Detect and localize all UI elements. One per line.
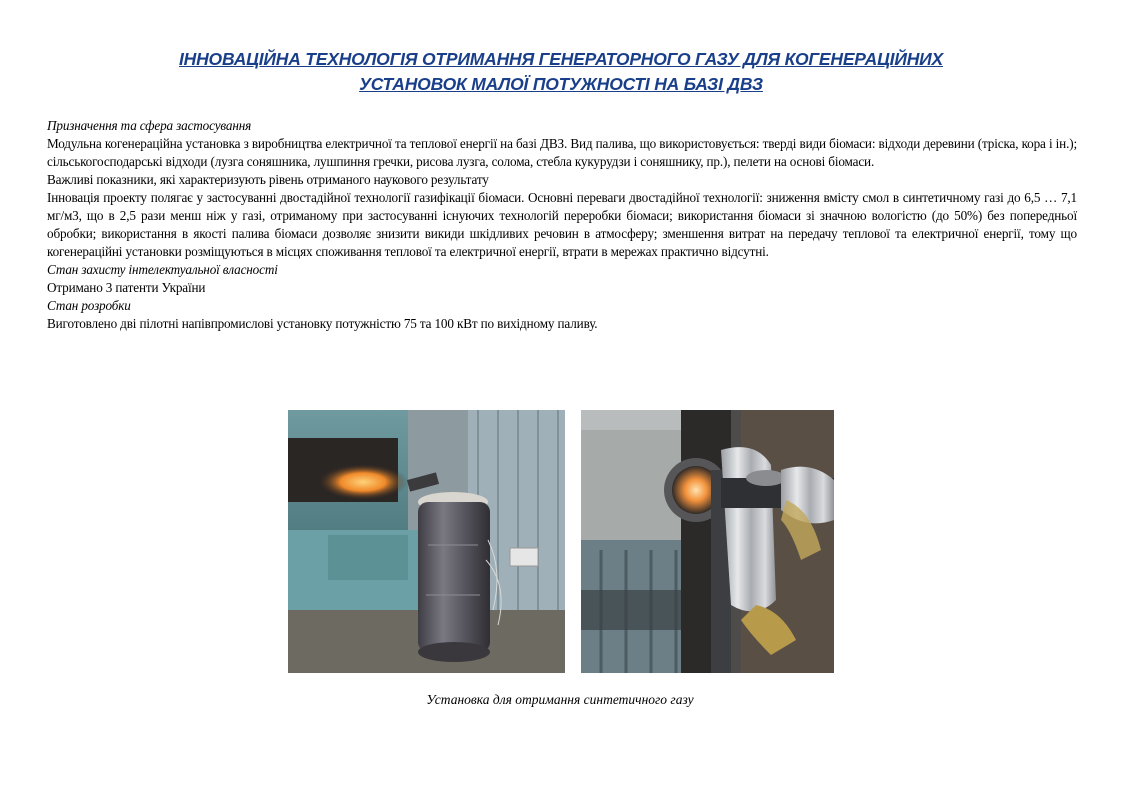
purpose-heading: Призначення та сфера застосування bbox=[47, 118, 252, 133]
page-title-line-1: ІННОВАЦІЙНА ТЕХНОЛОГІЯ ОТРИМАННЯ ГЕНЕРАТОРНОГО ГАЗУ ДЛЯ КОГЕНЕРАЦІЙНИХ bbox=[179, 49, 943, 69]
dev-heading: Стан розробки bbox=[47, 298, 131, 313]
ip-text: Отримано 3 патенти України bbox=[47, 280, 206, 295]
ip-heading: Стан захисту інтелектуальної власності bbox=[47, 262, 278, 277]
dev-text: Виготовлено дві пілотні напівпромислові установку потужністю 75 та 100 кВт по вихідному паливу. bbox=[47, 316, 598, 331]
installation-photo-1 bbox=[288, 410, 565, 673]
figure-caption: Установка для отримання синтетичного газу bbox=[426, 692, 694, 707]
page-title bbox=[60, 47, 1062, 97]
document-body bbox=[47, 117, 1077, 333]
indicators-text: Інновація проекту полягає у застосуванні двостадійної технології газифікації біомаси. Основні переваги двостадійної технології: зниження вмісту смол в синтетичному газі до 6,5 … 7,1 мг/м3, що в 2,5 рази менш ніж у газі, отриманому при застосуванні існуючих технологій переробки біомаси; використання біомаси зі значною вологістю (до 50%) без попередньої обробки; використання в якості палива біомаси дозволяє знизити викиди шкідливих речовин в атмосферу; зменшення витрат на передачу теплової та електричної енергії, тому що когенераційні установки розміщуються в місцях споживання теплової та електричної енергії, втрати в мережах практично відсутні. bbox=[47, 190, 1077, 259]
purpose-text: Модульна когенераційна установка з виробництва електричної та теплової енергії на базі ДВЗ. Вид палива, що використовується: тверді види біомаси: відходи деревини (тріска, кора і ін.); сільськогосподарські відходи (лузга соняшника, лушпиння гречки, рисова лузга, солома, стебла кукурудзи і соняшнику, пр.), пелети на основі біомаси. bbox=[47, 136, 1077, 169]
page-title-line-2: УСТАНОВОК МАЛОЇ ПОТУЖНОСТІ НА БАЗІ ДВЗ bbox=[359, 74, 763, 94]
indicators-heading: Важливі показники, які характеризують рівень отриманого наукового результату bbox=[47, 172, 489, 187]
installation-photo-2 bbox=[581, 410, 834, 673]
